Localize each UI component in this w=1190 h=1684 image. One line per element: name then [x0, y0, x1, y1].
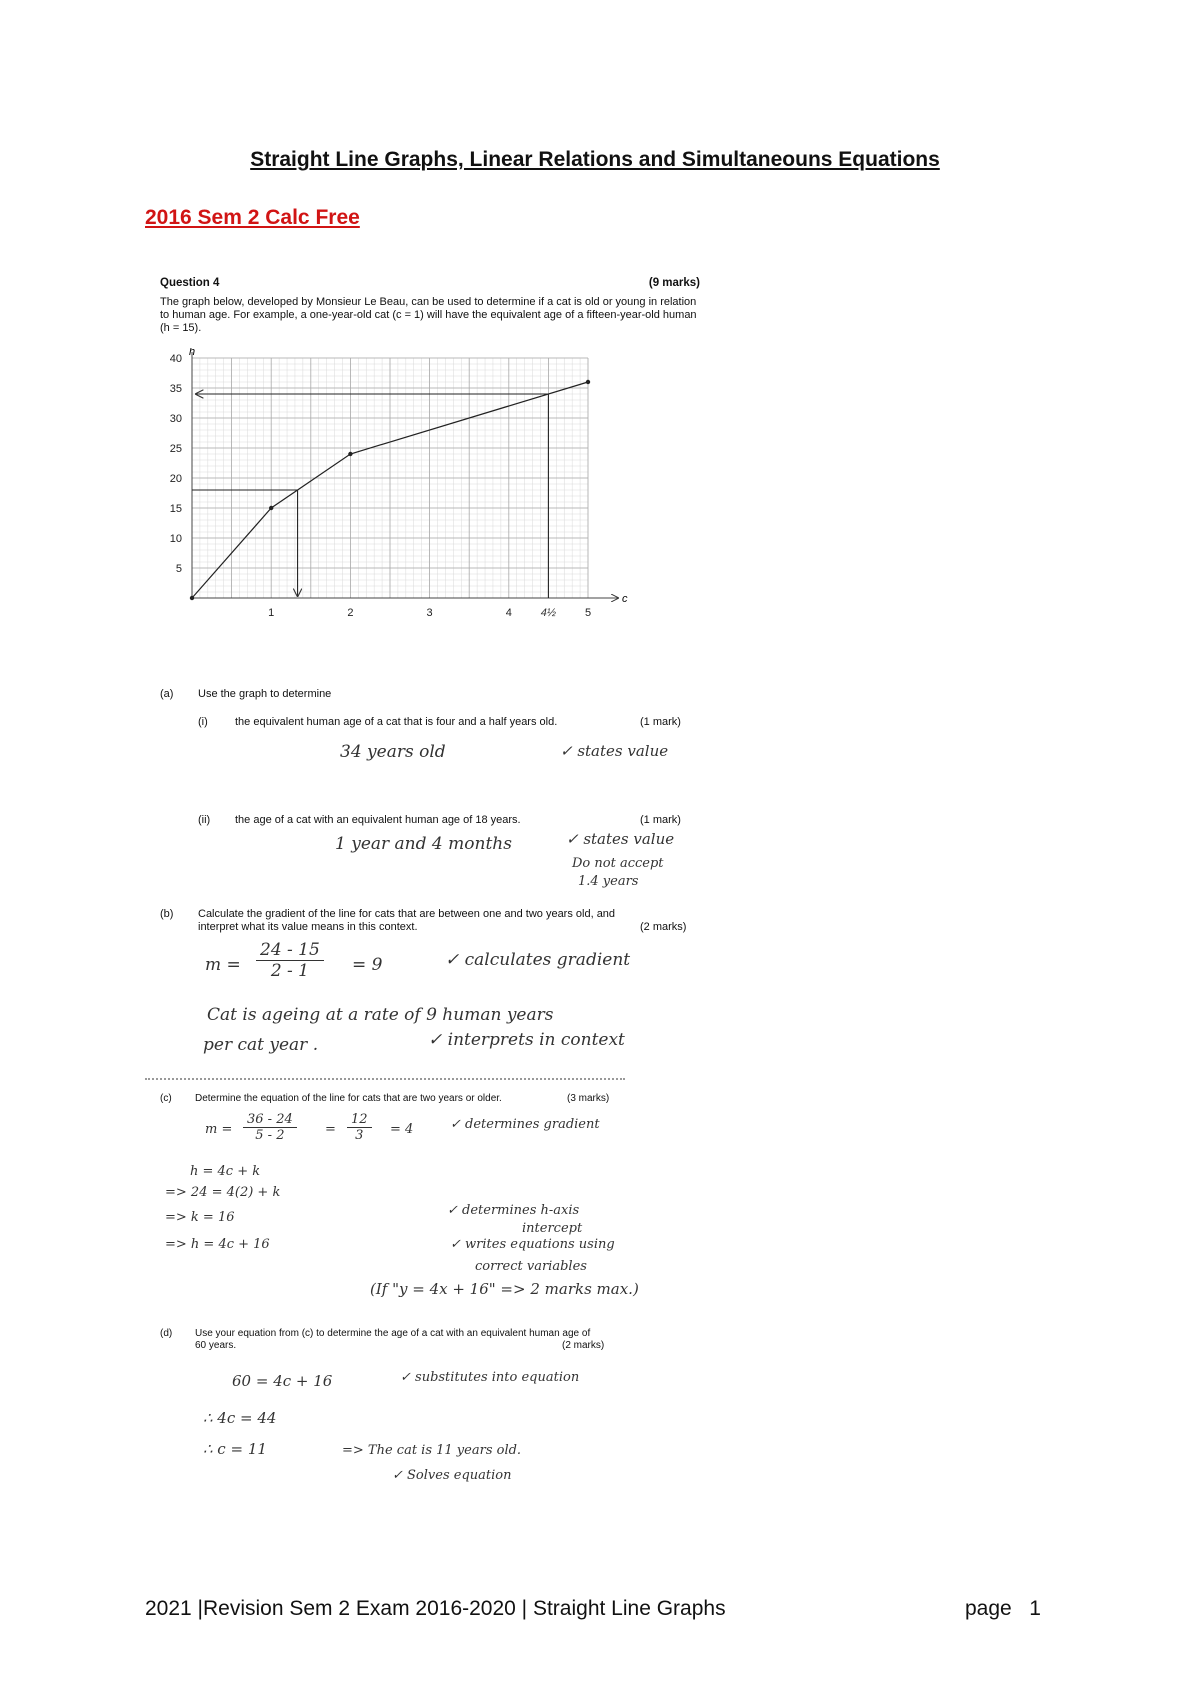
part-a-text: Use the graph to determine [198, 688, 332, 700]
x-tick-label: 3 [426, 607, 433, 619]
part-a-ii-text: the age of a cat with an equivalent human age of 18 years. [235, 814, 521, 826]
part-c-note: (If "y = 4x + 16" => 2 marks max.) [370, 1280, 639, 1298]
part-b-label: (b) [160, 908, 174, 920]
x-tick-label: 5 [584, 607, 592, 619]
part-b-interpretation-line2: per cat year . [203, 1035, 319, 1055]
footer-page-value: 1 [1029, 1597, 1041, 1620]
part-b-mark1: ✓ calculates gradient [445, 950, 631, 970]
part-c-mark1: ✓ determines gradient [450, 1117, 600, 1132]
document-title: Straight Line Graphs, Linear Relations and Simultaneouns Equations [250, 148, 940, 171]
axes [192, 352, 618, 598]
y-tick-label: 5 [175, 563, 182, 575]
y-tick-label: 20 [169, 473, 182, 485]
part-c-fraction1 [243, 1112, 297, 1143]
question-marks: (9 marks) [648, 277, 700, 289]
part-c-step4: => h = 4c + 16 [165, 1237, 270, 1252]
data-point [348, 452, 352, 456]
part-a-ii-mark-note: ✓ states value [566, 830, 675, 848]
part-c-equals1: = [325, 1122, 336, 1137]
part-c-denominator1: 5 - 2 [255, 1128, 285, 1143]
x-tick-label: 4 [505, 607, 512, 619]
part-b-text-line1: Calculate the gradient of the line for cats that are between one and two years old, and [198, 908, 616, 920]
tick-labels [170, 353, 591, 619]
part-c-m-label: m = [205, 1122, 233, 1137]
part-a-i-text: the equivalent human age of a cat that is four and a half years old. [235, 716, 558, 728]
y-tick-label: 30 [169, 413, 182, 425]
x-axis-label: c [622, 593, 628, 605]
y-axis-label: h [189, 348, 196, 358]
annotation-label: 4½ [540, 607, 557, 619]
x-tick-label: 1 [268, 607, 275, 619]
part-c-fraction2 [347, 1112, 372, 1143]
part-c-marks: (3 marks) [567, 1093, 610, 1104]
part-a-label: (a) [160, 688, 174, 700]
part-a-i-answer: 34 years old [340, 742, 446, 762]
y-tick-label: 40 [169, 353, 182, 365]
cat-age-chart [150, 348, 690, 660]
data-point [190, 596, 194, 600]
y-tick-label: 10 [169, 533, 182, 545]
part-c-gradient-value: = 4 [390, 1122, 414, 1137]
footer-page-number [965, 1597, 1041, 1621]
y-tick-label: 15 [169, 503, 182, 515]
page-divider [145, 1078, 625, 1082]
part-a-i-label: (i) [198, 716, 208, 728]
part-a-ii-note-line2: 1.4 years [578, 874, 639, 889]
part-d-step2: ∴ 4c = 44 [203, 1409, 277, 1427]
x-tick-label: 2 [347, 607, 354, 619]
part-d-marks: (2 marks) [562, 1340, 605, 1351]
part-a-ii-answer: 1 year and 4 months [335, 834, 512, 854]
question-heading: Question 4 [160, 277, 220, 289]
part-a-ii-marks: (1 mark) [640, 814, 681, 826]
part-a-i-mark-note: ✓ states value [560, 742, 669, 760]
part-d-mark1: ✓ substitutes into equation [400, 1370, 580, 1385]
part-d-label: (d) [160, 1328, 173, 1339]
section-title: 2016 Sem 2 Calc Free [145, 206, 360, 229]
part-b-numerator: 24 - 15 [256, 940, 324, 961]
part-b-denominator: 2 - 1 [270, 961, 309, 981]
part-b-interpretation-line1: Cat is ageing at a rate of 9 human years [207, 1005, 554, 1025]
part-c-denominator2: 3 [355, 1128, 364, 1143]
footer-page-label: page [965, 1597, 1012, 1620]
part-c-text: Determine the equation of the line for cats that are two years or older. [195, 1093, 502, 1104]
part-b-fraction [256, 940, 324, 981]
part-b-mark2: ✓ interprets in context [428, 1030, 625, 1050]
part-d-step3: ∴ c = 11 [203, 1440, 267, 1458]
data-point [586, 380, 590, 384]
part-b-m-label: m = [205, 955, 241, 975]
part-a-ii-note-line1: Do not accept [572, 856, 664, 871]
part-c-mark2a: ✓ determines h-axis [447, 1203, 580, 1218]
part-c-mark3b: correct variables [475, 1259, 587, 1274]
data-point [269, 506, 273, 510]
part-c-step2: => 24 = 4(2) + k [165, 1185, 281, 1200]
part-d-step1: 60 = 4c + 16 [232, 1372, 333, 1390]
question-intro: The graph below, developed by Monsieur Le Beau, can be used to determine if a cat is old or young in relation to human age. For example, a one-year-old cat (c = 1) will have the equivalent age of a fifteen-year-old human (h = 15). [160, 296, 697, 334]
part-d-text-line1: Use your equation from (c) to determine the age of a cat with an equivalent human age of [195, 1328, 591, 1339]
part-c-mark2b: intercept [522, 1221, 583, 1236]
part-a-ii-label: (ii) [198, 814, 211, 826]
part-c-numerator1: 36 - 24 [243, 1112, 297, 1128]
part-b-text-line2: interpret what its value means in this context. [198, 921, 418, 933]
part-d-text-line2: 60 years. [195, 1340, 237, 1351]
y-tick-label: 25 [169, 443, 182, 455]
part-c-mark3a: ✓ writes equations using [450, 1237, 615, 1252]
part-c-step1: h = 4c + k [190, 1164, 261, 1179]
part-d-mark2: ✓ Solves equation [392, 1468, 512, 1483]
y-tick-label: 35 [169, 383, 182, 395]
part-b-result: = 9 [352, 955, 383, 975]
part-d-conclusion: => The cat is 11 years old. [342, 1443, 522, 1458]
part-b-marks: (2 marks) [640, 921, 687, 933]
part-c-label: (c) [160, 1093, 172, 1104]
footer-text: 2021 |Revision Sem 2 Exam 2016-2020 | Straight Line Graphs [145, 1597, 726, 1620]
part-c-step3: => k = 16 [165, 1210, 235, 1225]
part-a-i-marks: (1 mark) [640, 716, 681, 728]
part-c-numerator2: 12 [347, 1112, 372, 1128]
